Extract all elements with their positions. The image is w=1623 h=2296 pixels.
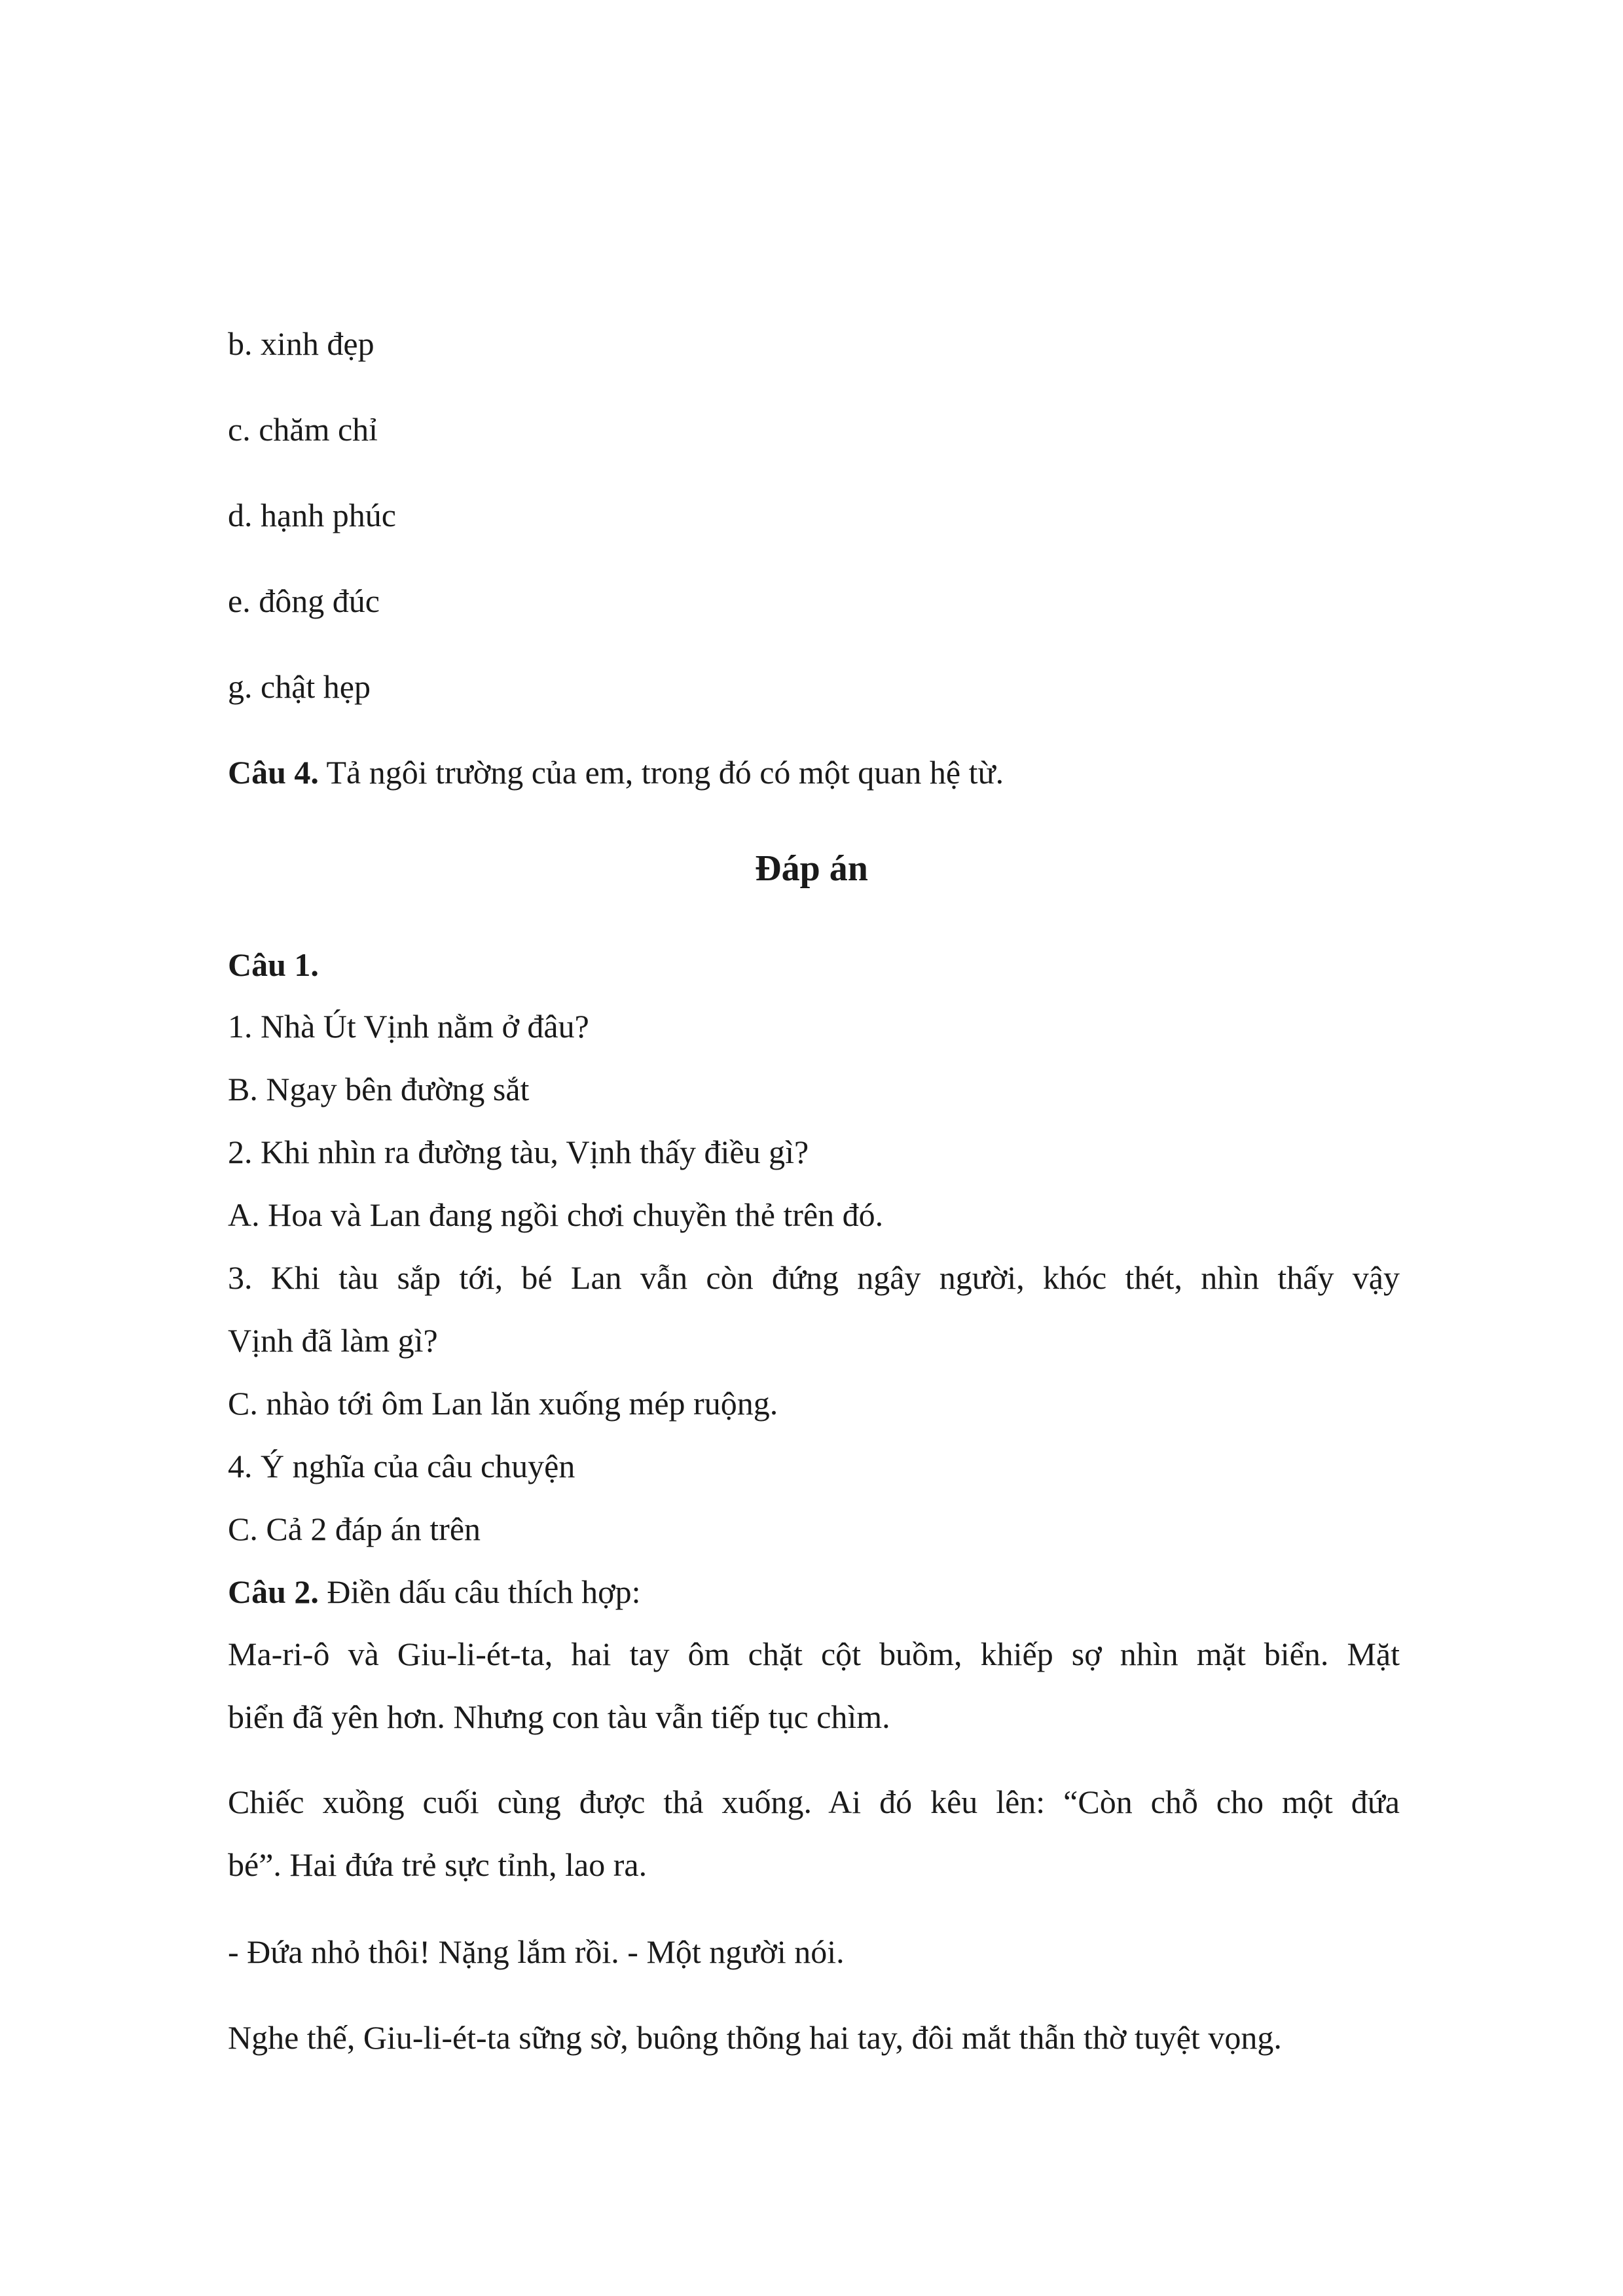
answer-1-answer-2: A. Hoa và Lan đang ngồi chơi chuyền thẻ trên đó. [228,1196,884,1233]
answer-2-paragraph-1-line-2: biển đã yên hơn. Nhưng con tàu vẫn tiếp tục chìm. [228,1698,890,1735]
answer-1-answer-4: C. Cả 2 đáp án trên [228,1511,481,1547]
option-g: g. chật hẹp [228,668,371,705]
answer-2-paragraph-1-line-1: Ma-ri-ô và Giu-li-ét-ta, hai tay ôm chặt cột buồm, khiếp sợ nhìn mặt biển. Mặt [228,1636,1400,1672]
answer-2-paragraph-3: - Đứa nhỏ thôi! Nặng lắm rồi. - Một người nói. [228,1933,845,1970]
answers-heading: Đáp án [755,848,868,889]
answer-2-paragraph-2-line-1: Chiếc xuồng cuối cùng được thả xuống. Ai đó kêu lên: “Còn chỗ cho một đứa [228,1784,1400,1820]
answer-1-question-2: 2. Khi nhìn ra đường tàu, Vịnh thấy điều gì? [228,1134,809,1170]
answer-1-question-4: 4. Ý nghĩa của câu chuyện [228,1448,575,1484]
answer-1-question-3-line-1: 3. Khi tàu sắp tới, bé Lan vẫn còn đứng ngây người, khóc thét, nhìn thấy vậy [228,1259,1400,1296]
answer-1-question-3-line-2: Vịnh đã làm gì? [228,1322,438,1359]
answer-1-question-1: 1. Nhà Út Vịnh nằm ở đâu? [228,1008,589,1045]
question-4-text: Tả ngôi trường của em, trong đó có một quan hệ từ. [318,754,1004,791]
answer-1-label: Câu 1. [228,946,319,983]
option-e: e. đông đúc [228,583,380,619]
option-c: c. chăm chỉ [228,411,378,448]
option-d: d. hạnh phúc [228,497,396,533]
question-4-label: Câu 4. [228,754,319,791]
answer-2-paragraph-4: Nghe thế, Giu-li-ét-ta sững sờ, buông thõng hai tay, đôi mắt thẫn thờ tuyệt vọng. [228,2019,1282,2056]
answer-2-text: Điền dấu câu thích hợp: [318,1573,641,1610]
answer-1-answer-1: B. Ngay bên đường sắt [228,1071,530,1107]
option-b: b. xinh đẹp [228,325,374,362]
answer-2-heading [228,1572,641,1611]
answer-2-label: Câu 2. [228,1573,319,1610]
answer-2-paragraph-2-line-2: bé”. Hai đứa trẻ sực tỉnh, lao ra. [228,1846,647,1883]
answer-1-answer-3: C. nhào tới ôm Lan lăn xuống mép ruộng. [228,1385,778,1422]
question-4 [228,753,1004,792]
